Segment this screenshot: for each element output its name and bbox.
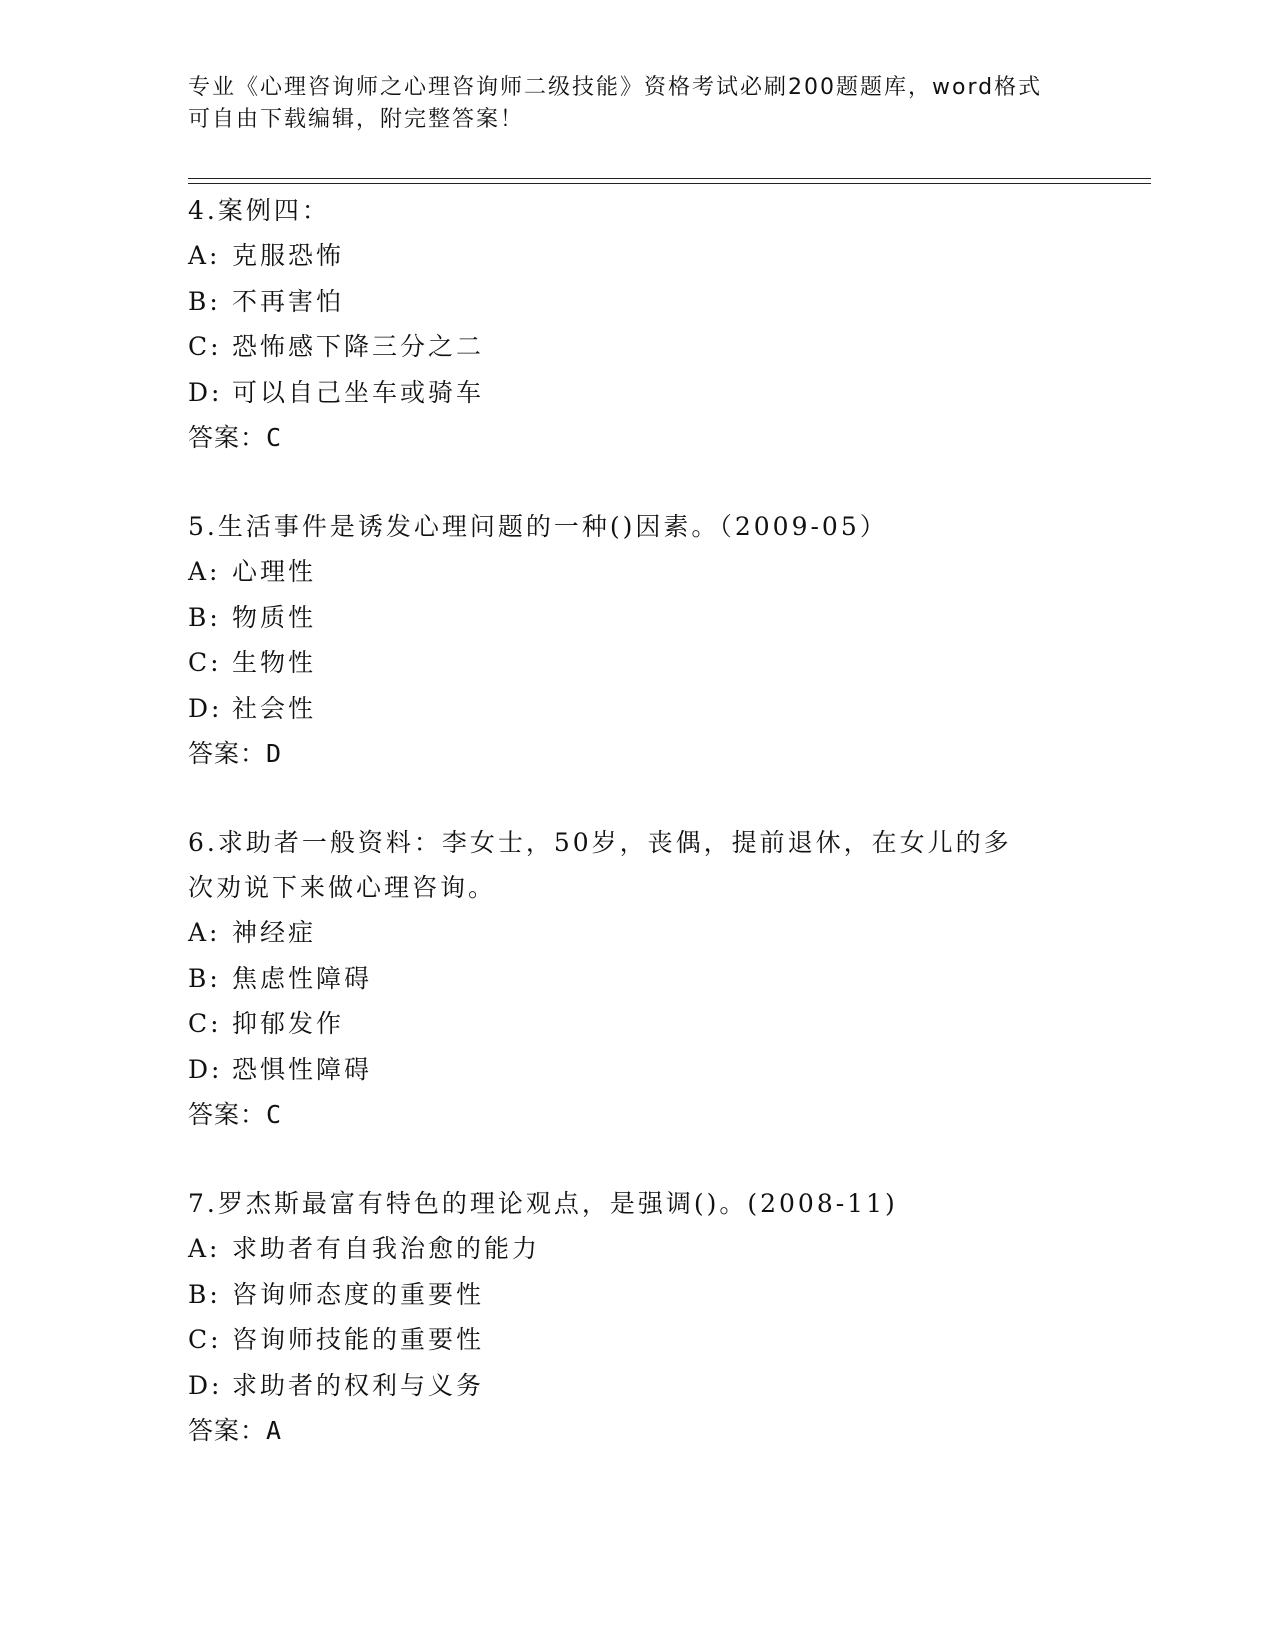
option-text: 咨询师态度的重要性: [232, 1279, 485, 1309]
header-divider-top: [188, 178, 1151, 179]
option-text: 社会性: [232, 693, 317, 723]
document-header: [188, 72, 1068, 136]
option-letter: C:: [188, 1009, 222, 1038]
option-text: 不再害怕: [232, 286, 345, 316]
option-text: 咨询师技能的重要性: [232, 1325, 485, 1354]
option-c: [188, 640, 1088, 686]
question-stem: 7.罗杰斯最富有特色的理论观点，是强调()。(2008-11): [188, 1189, 898, 1218]
option-letter: D:: [188, 693, 223, 723]
option-b: [188, 279, 1088, 325]
answer-line: [188, 415, 1088, 460]
option-letter: B:: [188, 1279, 221, 1309]
option-text: 物质性: [232, 602, 317, 632]
option-text: 可以自己坐车或骑车: [232, 377, 485, 407]
option-letter: A:: [188, 241, 221, 270]
option-b: [188, 595, 1088, 641]
option-c: [188, 1001, 1088, 1047]
answer-line: [188, 1408, 1088, 1453]
option-letter: B:: [188, 963, 221, 993]
option-text: 求助者的权利与义务: [232, 1370, 485, 1400]
header-line-2: 可自由下载编辑，附完整答案！: [188, 107, 525, 132]
option-letter: B:: [188, 286, 221, 316]
question-stem: 5.生活事件是诱发心理问题的一种()因素。（2009-05）: [188, 512, 888, 541]
option-c: [188, 1317, 1088, 1363]
answer-value: C: [266, 1100, 283, 1129]
option-a: [188, 1226, 1088, 1272]
option-letter: C:: [188, 332, 222, 361]
answer-label: 答案：: [188, 739, 267, 768]
option-text: 恐惧性障碍: [232, 1054, 373, 1084]
option-d: [188, 1047, 1088, 1093]
option-b: [188, 1272, 1088, 1318]
option-d: [188, 370, 1088, 416]
header-divider-bottom: [188, 183, 1151, 184]
option-c: [188, 324, 1088, 370]
answer-value: A: [266, 1416, 283, 1445]
answer-value: C: [266, 423, 283, 452]
option-d: [188, 1363, 1088, 1409]
option-letter: A:: [188, 918, 221, 947]
answer-line: [188, 1092, 1088, 1137]
option-letter: C:: [188, 648, 222, 677]
question-4: [188, 188, 1088, 460]
option-letter: D:: [188, 1054, 223, 1084]
answer-label: 答案：: [188, 1100, 267, 1129]
answer-line: [188, 731, 1088, 776]
option-letter: C:: [188, 1325, 222, 1354]
option-a: [188, 910, 1088, 956]
question-stem: 4.案例四：: [188, 196, 330, 225]
option-a: [188, 233, 1088, 279]
answer-label: 答案：: [188, 423, 267, 452]
question-stem: 6.求助者一般资料：李女士，50岁，丧偶，提前退休，在女儿的多次劝说下来做心理咨询。: [188, 828, 1012, 902]
header-line-1: 专业《心理咨询师之心理咨询师二级技能》资格考试必刷200题题库，word格式: [188, 75, 1043, 100]
question-5: [188, 504, 1088, 776]
question-7: [188, 1181, 1088, 1453]
option-letter: A:: [188, 1234, 221, 1263]
question-list: [188, 188, 1088, 1497]
option-text: 恐怖感下降三分之二: [232, 332, 485, 361]
option-b: [188, 956, 1088, 1002]
option-a: [188, 549, 1088, 595]
question-6: [188, 820, 1088, 1137]
option-letter: B:: [188, 602, 221, 632]
option-letter: A:: [188, 557, 221, 586]
option-letter: D:: [188, 377, 223, 407]
option-text: 生物性: [232, 648, 317, 677]
option-text: 抑郁发作: [232, 1009, 345, 1038]
option-text: 焦虑性障碍: [232, 963, 373, 993]
option-text: 求助者有自我治愈的能力: [232, 1234, 541, 1263]
option-letter: D:: [188, 1370, 223, 1400]
option-text: 神经症: [232, 918, 317, 947]
answer-label: 答案：: [188, 1416, 267, 1445]
answer-value: D: [266, 739, 283, 768]
option-text: 心理性: [232, 557, 317, 586]
option-text: 克服恐怖: [232, 241, 345, 270]
option-d: [188, 686, 1088, 732]
